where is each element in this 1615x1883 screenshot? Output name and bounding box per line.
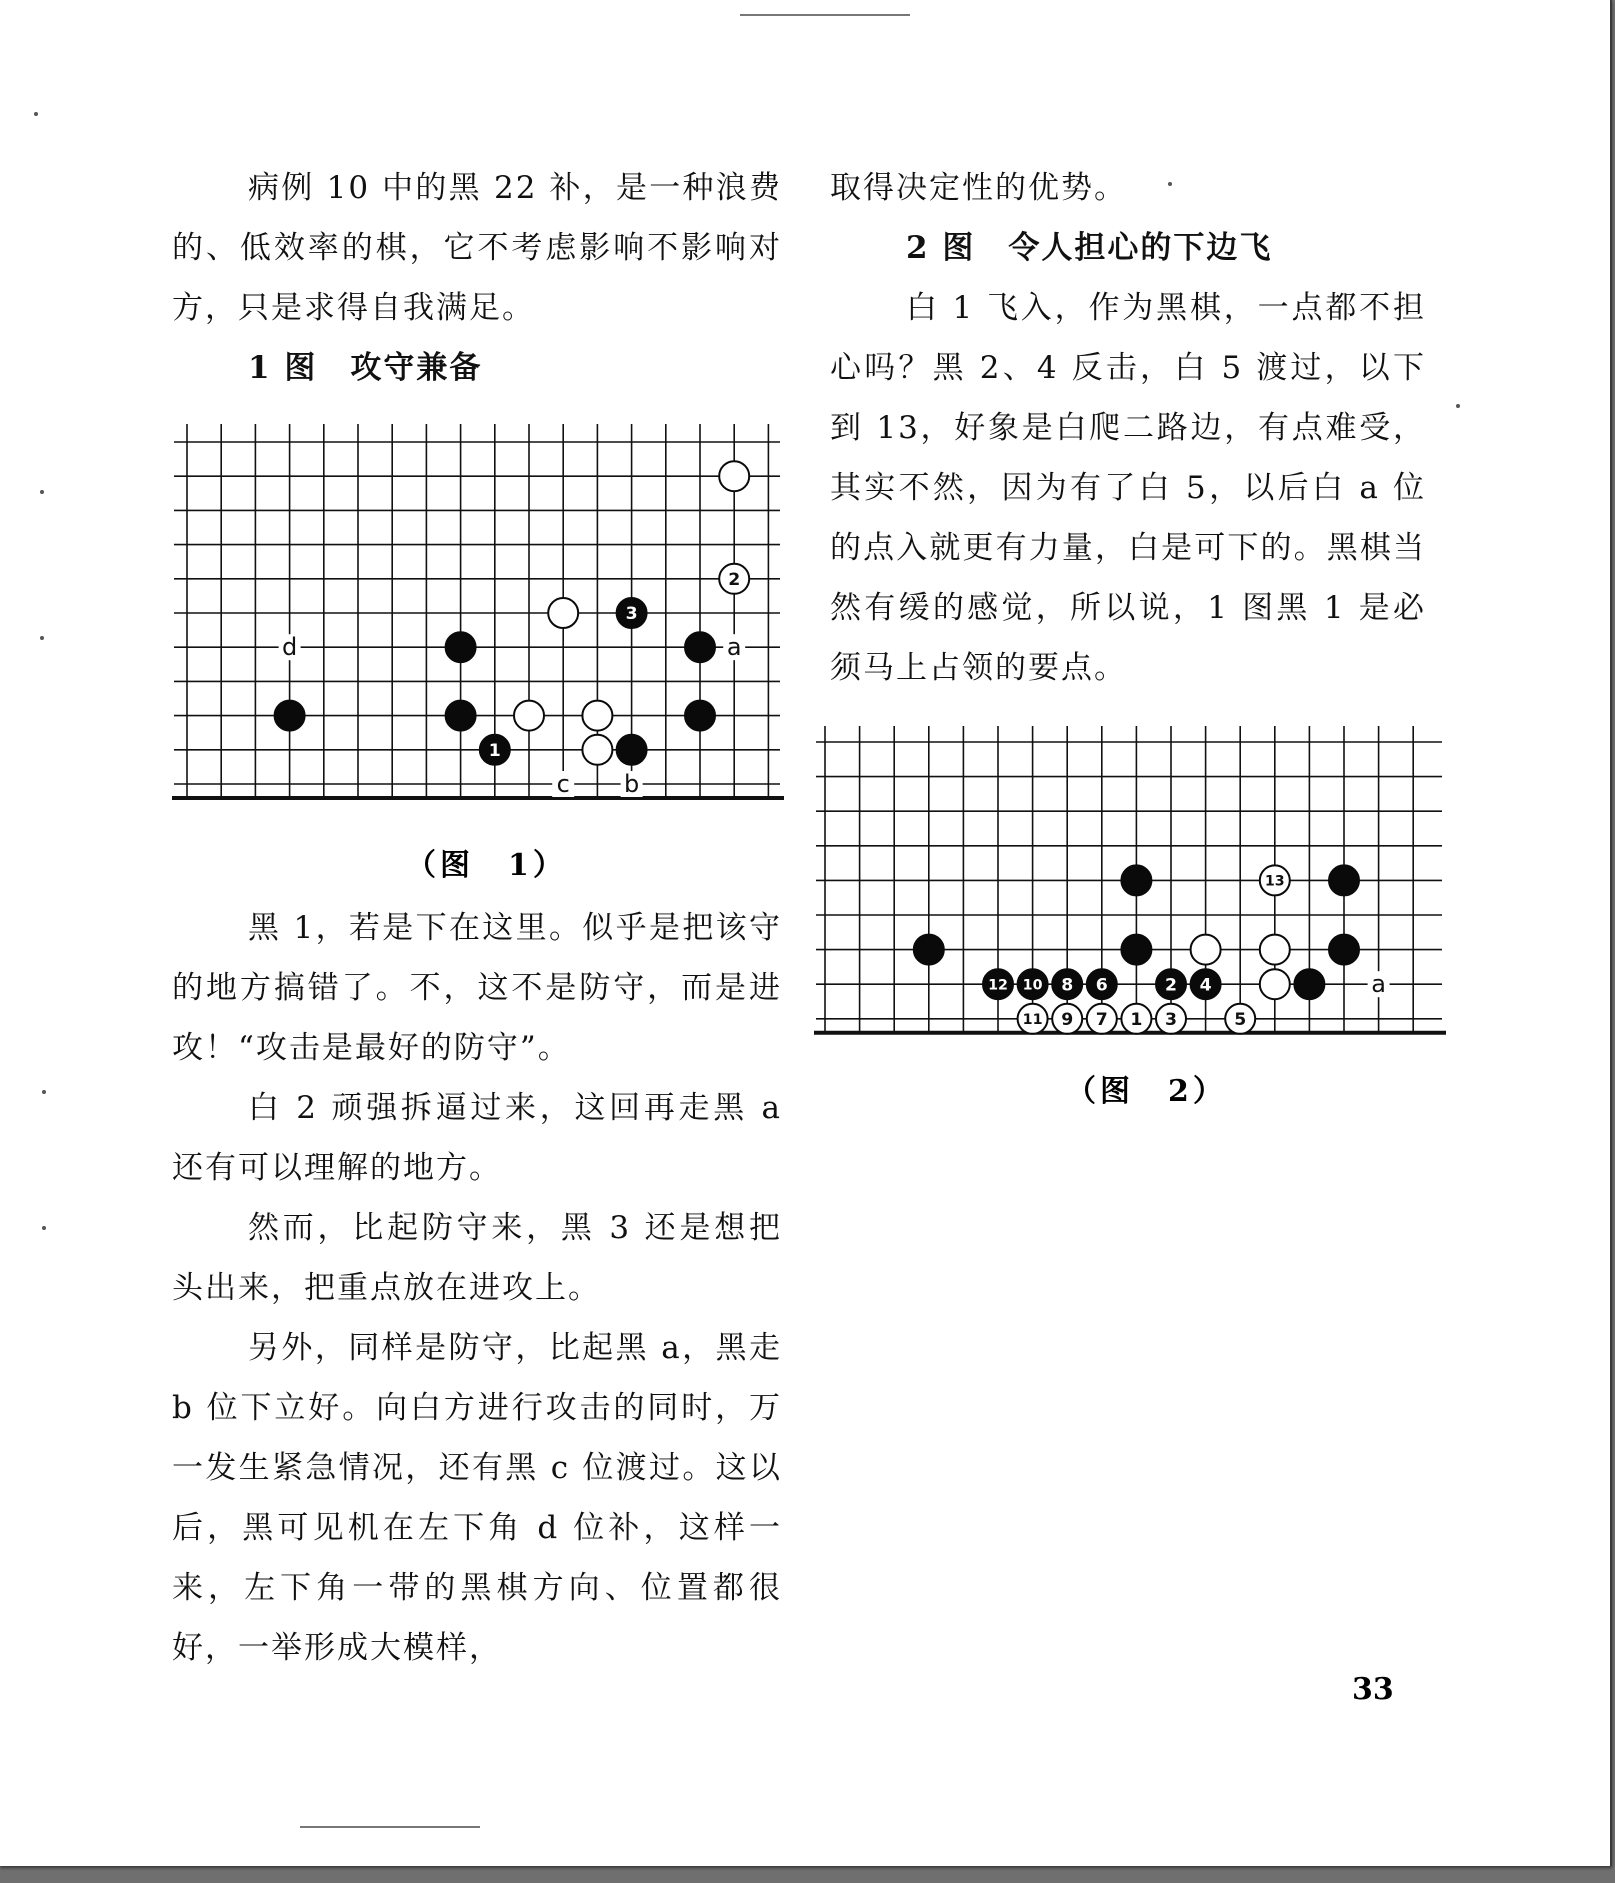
scan-speck	[40, 636, 44, 640]
black-stone	[914, 935, 944, 965]
black-stone	[275, 701, 305, 731]
diagram-2-paragraph: 白 1 飞入，作为黑棋，一点都不担心吗？黑 2、4 反击，白 5 渡过，以下到 13，好象是白爬二路边，有点难受，其实不然，因为有了白 5，以后白 a 位的点入就更有力量，白是可下的。黑棋当然有缓的感觉，所以说，1 图黑 1 是必须马上占领的要点。	[830, 290, 1426, 686]
black-stone	[1329, 865, 1359, 895]
black-stone	[446, 632, 476, 662]
stone-number: 8	[1061, 975, 1074, 996]
body-paragraph-4: 另外，同样是防守，比起黑 a，黑走 b 位下立好。向白方进行攻击的同时，万一发生紧急情况，还有黑 c 位渡过。这以后，黑可见机在左下角 d 位补，这样一来，左下角一带的黑棋方向、位置都很好，一举形成大模样，	[172, 1330, 782, 1666]
white-stone	[1260, 935, 1290, 965]
body-paragraph-2: 白 2 顽强拆逼过来，这回再走黑 a 还有可以理解的地方。	[172, 1090, 782, 1186]
continuation-text: 取得决定性的优势。	[830, 170, 1127, 206]
stone-number: 4	[1199, 975, 1212, 996]
stone-number: 13	[1264, 873, 1285, 890]
black-stone	[685, 701, 715, 731]
white-stone	[1260, 969, 1290, 999]
diagram-2-heading: 2 图 令人担心的下边飞	[906, 230, 1273, 266]
stone-number: 2	[728, 570, 741, 591]
left-column-lower	[172, 898, 782, 1678]
bottom-rule	[300, 1826, 480, 1828]
top-rule	[740, 14, 910, 16]
stone-number: 10	[1022, 977, 1043, 994]
go-diagram-1	[172, 420, 784, 820]
letter-mark: a	[1371, 970, 1386, 999]
white-stone	[548, 598, 578, 628]
go-diagram-2	[814, 724, 1448, 1044]
stone-number: 1	[1130, 1010, 1143, 1031]
black-stone	[1121, 935, 1151, 965]
diagram-1-caption: （图 1）	[406, 848, 567, 883]
page-number: 33	[1352, 1672, 1394, 1707]
white-stone	[719, 461, 749, 491]
stone-number: 2	[1164, 975, 1178, 996]
stone-number: 1	[488, 741, 501, 762]
white-stone	[582, 701, 612, 731]
white-stone	[1191, 935, 1221, 965]
black-stone	[685, 632, 715, 662]
stone-number: 6	[1095, 975, 1108, 996]
scan-speck	[1168, 182, 1172, 186]
left-column	[172, 158, 782, 398]
scan-speck	[40, 490, 44, 494]
white-stone	[582, 735, 612, 765]
body-paragraph-1: 黑 1，若是下在这里。似乎是把该守的地方搞错了。不，这不是防守，而是进攻！“攻击是最好的防守”。	[172, 910, 782, 1066]
scan-speck	[34, 112, 38, 116]
diagram-1-heading: 1 图 攻守兼备	[248, 350, 483, 386]
black-stone	[1329, 935, 1359, 965]
scan-speck	[42, 1226, 46, 1230]
letter-mark: a	[726, 633, 742, 662]
black-stone	[446, 701, 476, 731]
body-paragraph-3: 然而，比起防守来，黑 3 还是想把头出来，把重点放在进攻上。	[172, 1210, 782, 1306]
stone-number: 7	[1095, 1010, 1108, 1031]
black-stone	[1294, 969, 1324, 999]
stone-number: 3	[1164, 1010, 1178, 1031]
right-column	[830, 158, 1426, 698]
black-stone	[617, 735, 647, 765]
white-stone	[514, 701, 544, 731]
stone-number: 3	[625, 604, 638, 625]
intro-paragraph: 病例 10 中的黑 22 补，是一种浪费的、低效率的棋，它不考虑影响不影响对方，只是求得自我满足。	[172, 170, 782, 326]
diagram-2-caption: （图 2）	[1066, 1074, 1227, 1109]
letter-mark: c	[556, 770, 570, 798]
stone-number: 5	[1234, 1010, 1247, 1031]
scan-speck	[1456, 404, 1460, 408]
black-stone	[1121, 865, 1151, 895]
letter-mark: d	[281, 633, 298, 662]
letter-mark: b	[623, 770, 640, 798]
scan-speck	[42, 1090, 46, 1094]
stone-number: 12	[988, 977, 1008, 994]
stone-number: 9	[1061, 1010, 1074, 1031]
stone-number: 11	[1022, 1011, 1043, 1028]
